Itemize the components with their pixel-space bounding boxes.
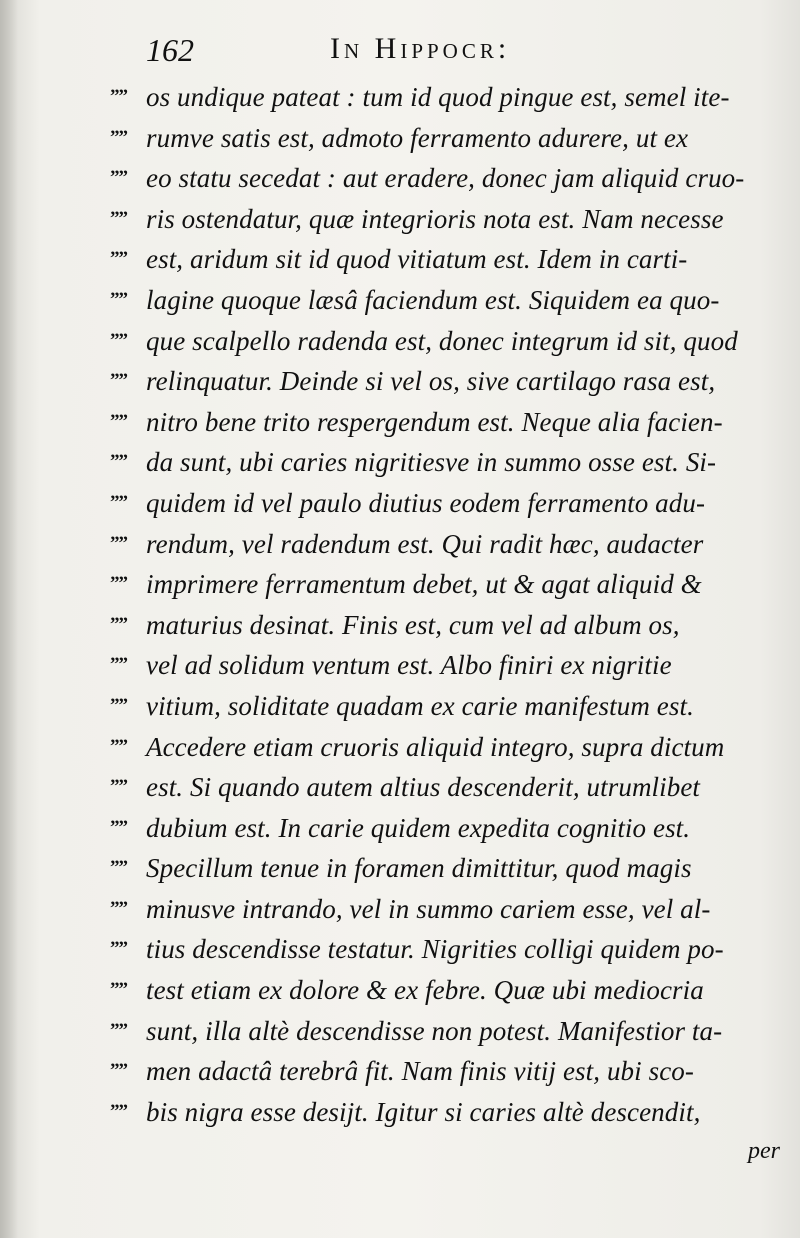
line-text: men adactâ terebrâ fit. Nam finis vitij est, ubi sco- [146,1056,694,1087]
text-line [110,240,790,281]
quotation-marker: ”” [110,735,127,757]
text-line [110,119,790,160]
quotation-marker: ”” [110,248,127,270]
line-text: bis nigra esse desijt. Igitur si caries altè descendit, [146,1096,701,1127]
quotation-marker: ”” [110,207,127,229]
line-text: sunt, illa altè descendisse non potest. Manifestior ta- [146,1015,723,1046]
text-line [110,971,790,1012]
quotation-marker: ”” [110,288,127,310]
page-header [146,30,786,74]
line-text: rendum, vel radendum est. Qui radit hæc, audacter [146,528,704,559]
text-line [110,281,790,322]
line-text: test etiam ex dolore & ex febre. Quæ ubi mediocria [146,975,704,1006]
line-text: maturius desinat. Finis est, cum vel ad album os, [146,609,680,640]
quotation-marker: ”” [110,613,127,635]
line-text: lagine quoque læsâ faciendum est. Siquidem ea quo- [146,284,720,315]
line-text: rumve satis est, admoto ferramento adurere, ut ex [146,122,689,153]
text-line [110,443,790,484]
text-line [110,606,790,647]
line-text: relinquatur. Deinde si vel os, sive cartilago rasa est, [146,366,716,397]
line-text: dubium est. In carie quidem expedita cognitio est. [146,812,691,843]
text-line [110,484,790,525]
quotation-marker: ”” [110,1100,127,1122]
line-text: os undique pateat : tum id quod pingue est, semel ite- [146,82,730,112]
line-text: da sunt, ubi caries nigritiesve in summo osse est. Si- [146,447,717,478]
text-line [110,525,790,566]
quotation-marker: ”” [110,410,127,432]
text-line [110,565,790,606]
line-text: ris ostendatur, quæ integrioris nota est. Nam necesse [146,203,724,234]
page-gutter-shadow [0,0,18,1238]
text-line [110,1093,790,1134]
quotation-marker: ”” [110,816,127,838]
quotation-marker: ”” [110,532,127,554]
text-line [110,930,790,971]
quotation-marker: ”” [110,857,127,879]
line-text: quidem id vel paulo diutius eodem ferramento adu- [146,487,706,518]
quotation-marker: ”” [110,776,127,798]
text-line [110,646,790,687]
quotation-marker: ”” [110,573,127,595]
quotation-marker: ”” [110,897,127,919]
text-line [110,890,790,931]
text-line [110,728,790,769]
quotation-marker: ”” [110,1019,127,1041]
line-text: minusve intrando, vel in summo cariem esse, vel al- [146,893,711,924]
line-text: que scalpello radenda est, donec integrum id sit, quod [146,325,738,356]
quotation-marker: ”” [110,938,127,960]
text-block [110,78,790,1133]
line-text: nitro bene trito respergendum est. Neque alia facien- [146,406,723,437]
text-line [110,809,790,850]
page-number: 162 [146,32,194,68]
text-line [110,403,790,444]
text-line [110,768,790,809]
quotation-marker: ”” [110,979,127,1001]
text-line [110,159,790,200]
running-title: In Hippocr: [330,32,511,65]
text-line [110,1012,790,1053]
line-text: imprimere ferramentum debet, ut & agat aliquid & [146,569,702,600]
quotation-marker: ”” [110,654,127,676]
quotation-marker: ”” [110,451,127,473]
quotation-marker: ”” [110,86,127,107]
line-text: Specillum tenue in foramen dimittitur, quod magis [146,853,692,884]
text-line [110,1052,790,1093]
line-text: Accedere etiam cruoris aliquid integro, supra dictum [146,731,725,762]
quotation-marker: ”” [110,370,127,392]
line-text: vel ad solidum ventum est. Albo finiri ex nigritie [146,650,672,681]
quotation-marker: ”” [110,491,127,513]
quotation-marker: ”” [110,167,127,189]
quotation-marker: ”” [110,694,127,716]
quotation-marker: ”” [110,329,127,351]
text-line [110,687,790,728]
text-line [110,200,790,241]
text-line [110,362,790,403]
line-text: est, aridum sit id quod vitiatum est. Idem in carti- [146,244,688,275]
text-line [110,78,790,119]
quotation-marker: ”” [110,1060,127,1082]
line-text: vitium, soliditate quadam ex carie manifestum est. [146,690,694,721]
quotation-marker: ”” [110,126,127,148]
line-text: eo statu secedat : aut eradere, donec jam aliquid cruo- [146,163,745,194]
text-line [110,849,790,890]
line-text: tius descendisse testatur. Nigrities colligi quidem po- [146,934,724,965]
text-line [110,322,790,363]
catchword: per [748,1138,780,1164]
line-text: est. Si quando autem altius descenderit, utrumlibet [146,772,701,803]
